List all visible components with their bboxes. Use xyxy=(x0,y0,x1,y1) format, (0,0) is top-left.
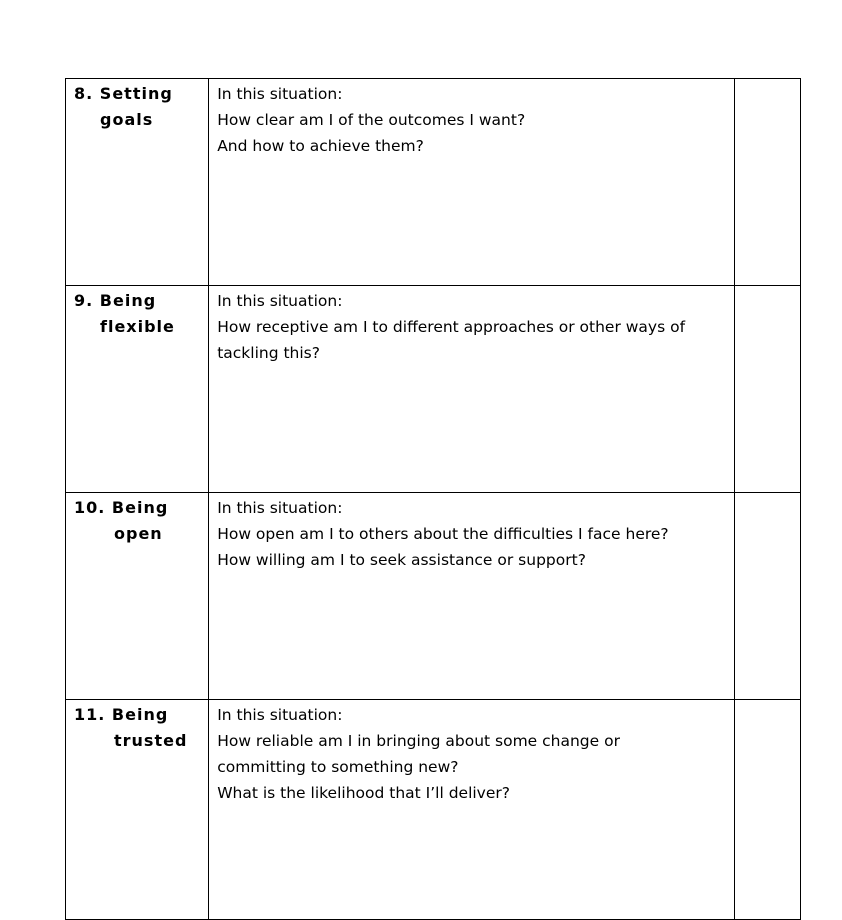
prompt-line: In this situation: xyxy=(217,85,343,103)
prompt-line: How willing am I to seek assistance or support? xyxy=(217,551,586,569)
score-cell[interactable] xyxy=(734,700,800,920)
row-number: 10. xyxy=(74,498,106,517)
row-title-line1: Being xyxy=(111,705,169,724)
row-prompt xyxy=(209,700,735,920)
row-label xyxy=(66,79,209,286)
row-number: 9. xyxy=(74,291,94,310)
row-title-line1: Setting xyxy=(99,84,173,103)
row-title-line1: Being xyxy=(111,498,169,517)
row-title-line1: Being xyxy=(99,291,157,310)
row-label xyxy=(66,286,209,493)
row-prompt xyxy=(209,79,735,286)
prompt-line: How clear am I of the outcomes I want? xyxy=(217,111,526,129)
table-row xyxy=(66,286,801,493)
prompt-line: In this situation: xyxy=(217,499,343,517)
prompt-line: How receptive am I to different approaches or other ways of xyxy=(217,318,686,336)
row-title-line2: flexible xyxy=(100,317,175,336)
score-cell[interactable] xyxy=(734,79,800,286)
prompt-line: How open am I to others about the difficulties I face here? xyxy=(217,525,669,543)
row-label xyxy=(66,700,209,920)
row-number: 11. xyxy=(74,705,106,724)
row-number: 8. xyxy=(74,84,94,103)
prompt-line: In this situation: xyxy=(217,706,343,724)
table-row xyxy=(66,79,801,286)
row-prompt xyxy=(209,493,735,700)
prompt-line: What is the likelihood that I’ll deliver? xyxy=(217,784,510,802)
prompt-line: In this situation: xyxy=(217,292,343,310)
row-label xyxy=(66,493,209,700)
table-row xyxy=(66,493,801,700)
prompt-line: How reliable am I in bringing about some change or xyxy=(217,732,620,750)
reflection-table xyxy=(65,78,801,920)
table-row xyxy=(66,700,801,920)
prompt-line: And how to achieve them? xyxy=(217,137,424,155)
prompt-line: committing to something new? xyxy=(217,758,459,776)
row-title-line2: trusted xyxy=(114,731,188,750)
prompt-line: tackling this? xyxy=(217,344,320,362)
row-title-line2: goals xyxy=(100,110,154,129)
score-cell[interactable] xyxy=(734,286,800,493)
row-title-line2: open xyxy=(114,524,163,543)
score-cell[interactable] xyxy=(734,493,800,700)
row-prompt xyxy=(209,286,735,493)
